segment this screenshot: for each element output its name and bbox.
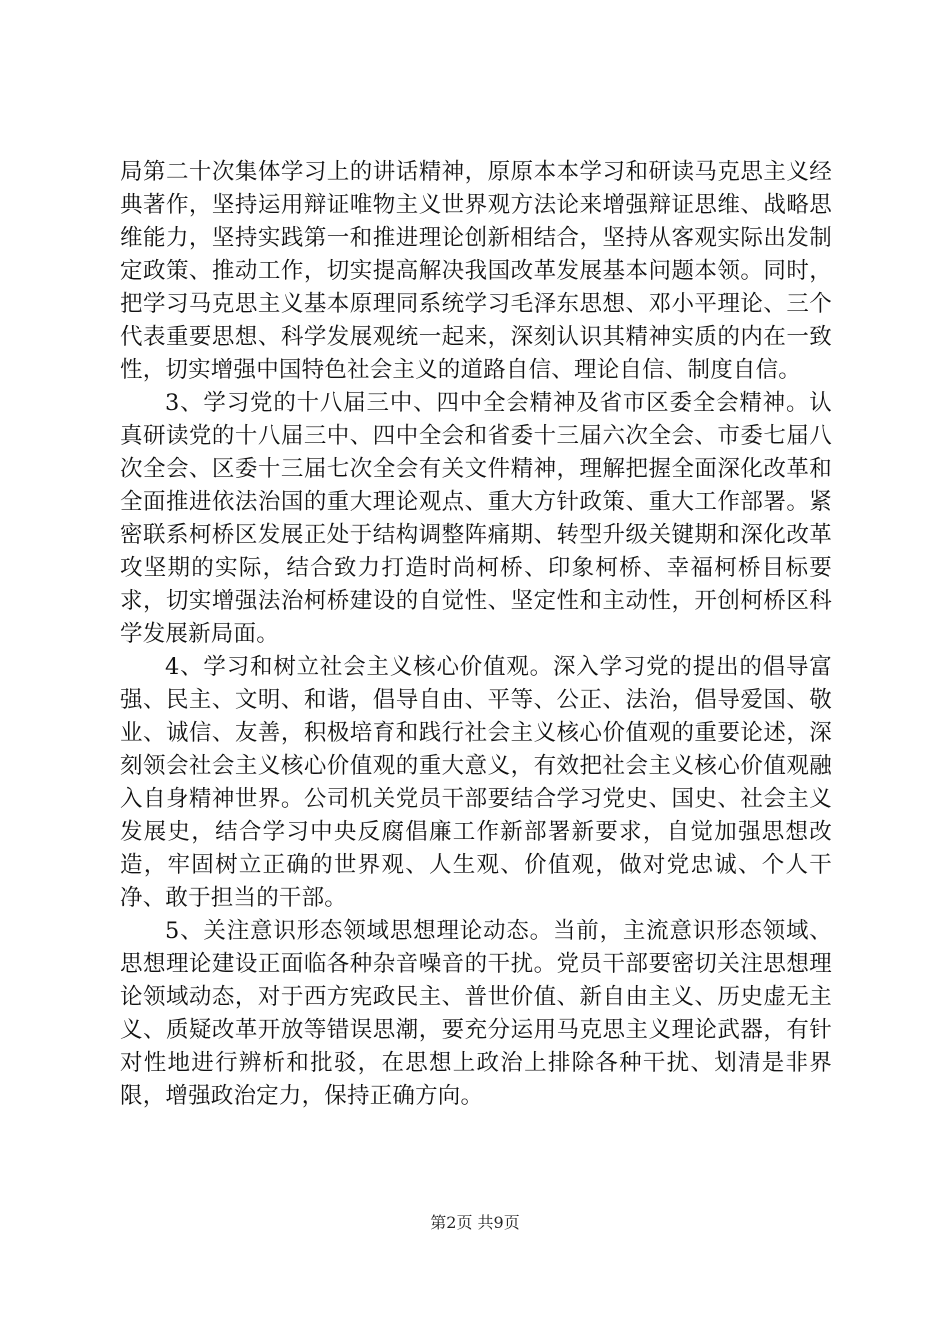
document-body	[120, 156, 832, 1113]
paragraph-item-5: 5、关注意识形态领域思想理论动态。当前，主流意识形态领域、思想理论建设正面临各种杂音噪音的干扰。党员干部要密切关注思想理论领域动态，对于西方宪政民主、普世价值、新自由主义、历史虚无主义、质疑改革开放等错误思潮，要充分运用马克思主义理论武器，有针对性地进行辨析和批驳，在思想上政治上排除各种干扰、划清是非界限，增强政治定力，保持正确方向。	[120, 918, 832, 1109]
page-number-footer: 第2页 共9页	[430, 1213, 520, 1232]
paragraph-item-3: 3、学习党的十八届三中、四中全会精神及省市区委全会精神。认真研读党的十八届三中、四中全会和省委十三届六次全会、市委七届八次全会、区委十三届七次全会有关文件精神，理解把握全面深化改革和全面推进依法治国的重大理论观点、重大方针政策、重大工作部署。紧密联系柯桥区发展正处于结构调整阵痛期、转型升级关键期和深化改革攻坚期的实际，结合致力打造时尚柯桥、印象柯桥、幸福柯桥目标要求，切实增强法治柯桥建设的自觉性、坚定性和主动性，开创柯桥区科学发展新局面。	[120, 390, 832, 647]
paragraph-continuation: 局第二十次集体学习上的讲话精神，原原本本学习和研读马克思主义经典著作，坚持运用辩证唯物主义世界观方法论来增强辩证思维、战略思维能力，坚持实践第一和推进理论创新相结合，坚持从客观实际出发制定政策、推动工作，切实提高解决我国改革发展基本问题本领。同时，把学习马克思主义基本原理同系统学习毛泽东思想、邓小平理论、三个代表重要思想、科学发展观统一起来，深刻认识其精神实质的内在一致性，切实增强中国特色社会主义的道路自信、理论自信、制度自信。	[120, 159, 832, 383]
paragraph-item-4: 4、学习和树立社会主义核心价值观。深入学习党的提出的倡导富强、民主、文明、和谐，倡导自由、平等、公正、法治，倡导爱国、敬业、诚信、友善，积极培育和践行社会主义核心价值观的重要论述，深刻领会社会主义核心价值观的重大意义，有效把社会主义核心价值观融入自身精神世界。公司机关党员干部要结合学习党史、国史、社会主义发展史，结合学习中央反腐倡廉工作新部署新要求，自觉加强思想改造，牢固树立正确的世界观、人生观、价值观，做对党忠诚、个人干净、敢于担当的干部。	[120, 654, 832, 911]
